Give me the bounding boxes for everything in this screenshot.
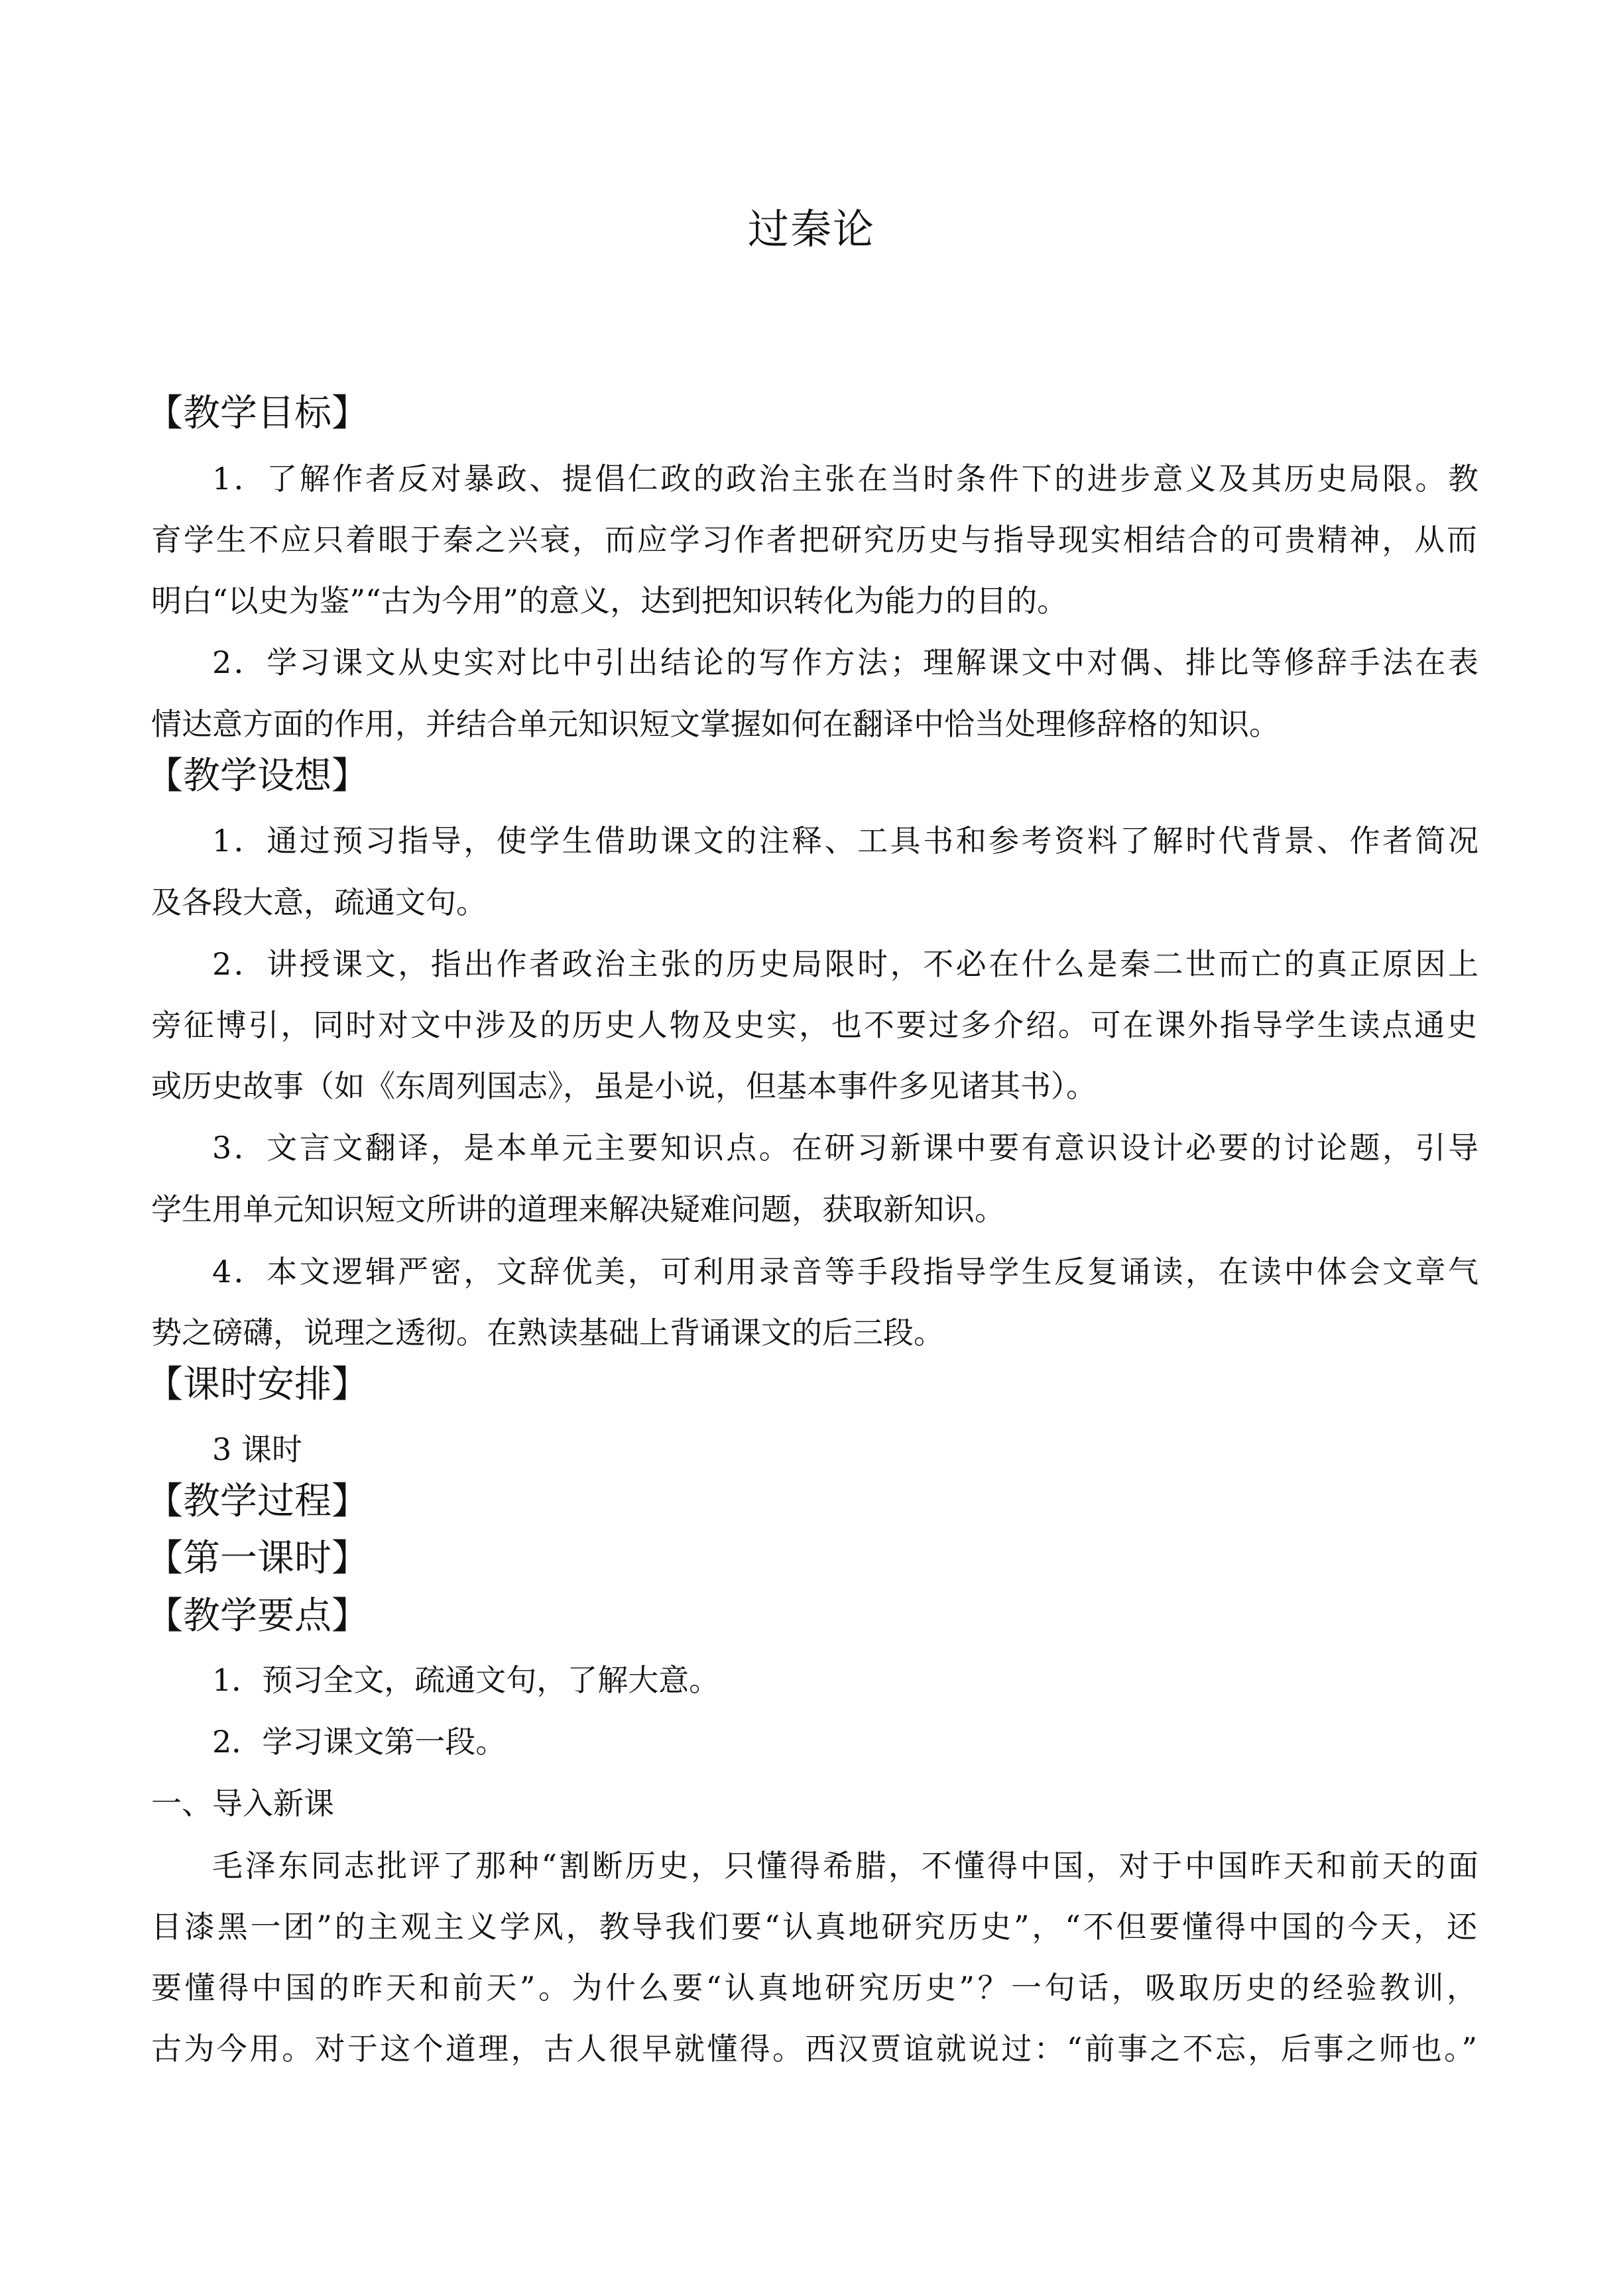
list-item: 2．学习课文第一段。 (212, 1724, 507, 1760)
paragraph-line: 目漆黑一团”的主观主义学风，教导我们要“认真地研究历史”，“不但要懂得中国的今天，还 (151, 1909, 1477, 1945)
paragraph-line: 4．本文逻辑严密，文辞优美，可利用录音等手段指导学生反复诵读，在读中体会文章气 (212, 1254, 1478, 1290)
paragraph-line: 旁征博引，同时对文中涉及的历史人物及史实，也不要过多介绍。可在课外指导学生读点通史 (151, 1007, 1477, 1043)
paragraph-line: 及各段大意，疏通文句。 (151, 884, 487, 920)
heading-schedule: 【课时安排】 (146, 1363, 369, 1406)
paragraph-line: 情达意方面的作用，并结合单元知识短文掌握如何在翻译中恰当处理修辞格的知识。 (151, 706, 1280, 742)
paragraph-line: 1．了解作者反对暴政、提倡仁政的政治主张在当时条件下的进步意义及其历史局限。教 (212, 461, 1478, 497)
heading-teaching-ideas: 【教学设想】 (146, 755, 369, 798)
paragraph-line: 3．文言文翻译，是本单元主要知识点。在研习新课中要有意识设计必要的讨论题，引导 (212, 1130, 1478, 1166)
paragraph-line: 1．通过预习指导，使学生借助课文的注释、工具书和参考资料了解时代背景、作者简况 (212, 823, 1478, 859)
paragraph-line: 要懂得中国的昨天和前天”。为什么要“认真地研究历史”？一句话，吸取历史的经验教训， (151, 1970, 1477, 2006)
document-title: 过秦论 (747, 205, 875, 253)
heading-teaching-goals: 【教学目标】 (146, 392, 369, 435)
heading-teaching-points: 【教学要点】 (146, 1595, 369, 1638)
schedule-text: 3 课时 (212, 1431, 302, 1467)
paragraph-line: 古为今用。对于这个道理，古人很早就懂得。西汉贾谊就说过：“前事之不忘，后事之师也。” (151, 2031, 1477, 2067)
paragraph-line: 明白“以史为鉴”“古为今用”的意义，达到把知识转化为能力的目的。 (151, 583, 1068, 619)
paragraph-line: 势之磅礴，说理之透彻。在熟读基础上背诵课文的后三段。 (151, 1315, 944, 1351)
paragraph-line: 毛泽东同志批评了那种“割断历史，只懂得希腊，不懂得中国，对于中国昨天和前天的面 (212, 1848, 1478, 1884)
paragraph-line: 育学生不应只着眼于秦之兴衰，而应学习作者把研究历史与指导现实相结合的可贵精神，从而 (151, 522, 1477, 558)
paragraph-line: 2．讲授课文，指出作者政治主张的历史局限时，不必在什么是秦二世而亡的真正原因上 (212, 946, 1478, 982)
section-heading: 一、导入新课 (151, 1785, 334, 1821)
heading-first-lesson: 【第一课时】 (146, 1537, 369, 1580)
heading-teaching-process: 【教学过程】 (146, 1480, 369, 1523)
paragraph-line: 学生用单元知识短文所讲的道理来解决疑难问题，获取新知识。 (151, 1191, 1005, 1227)
list-item: 1．预习全文，疏通文句，了解大意。 (212, 1662, 720, 1698)
paragraph-line: 2．学习课文从史实对比中引出结论的写作方法；理解课文中对偶、排比等修辞手法在表 (212, 644, 1478, 680)
paragraph-line: 或历史故事（如《东周列国志》，虽是小说，但基本事件多见诸其书）。 (151, 1068, 1097, 1104)
